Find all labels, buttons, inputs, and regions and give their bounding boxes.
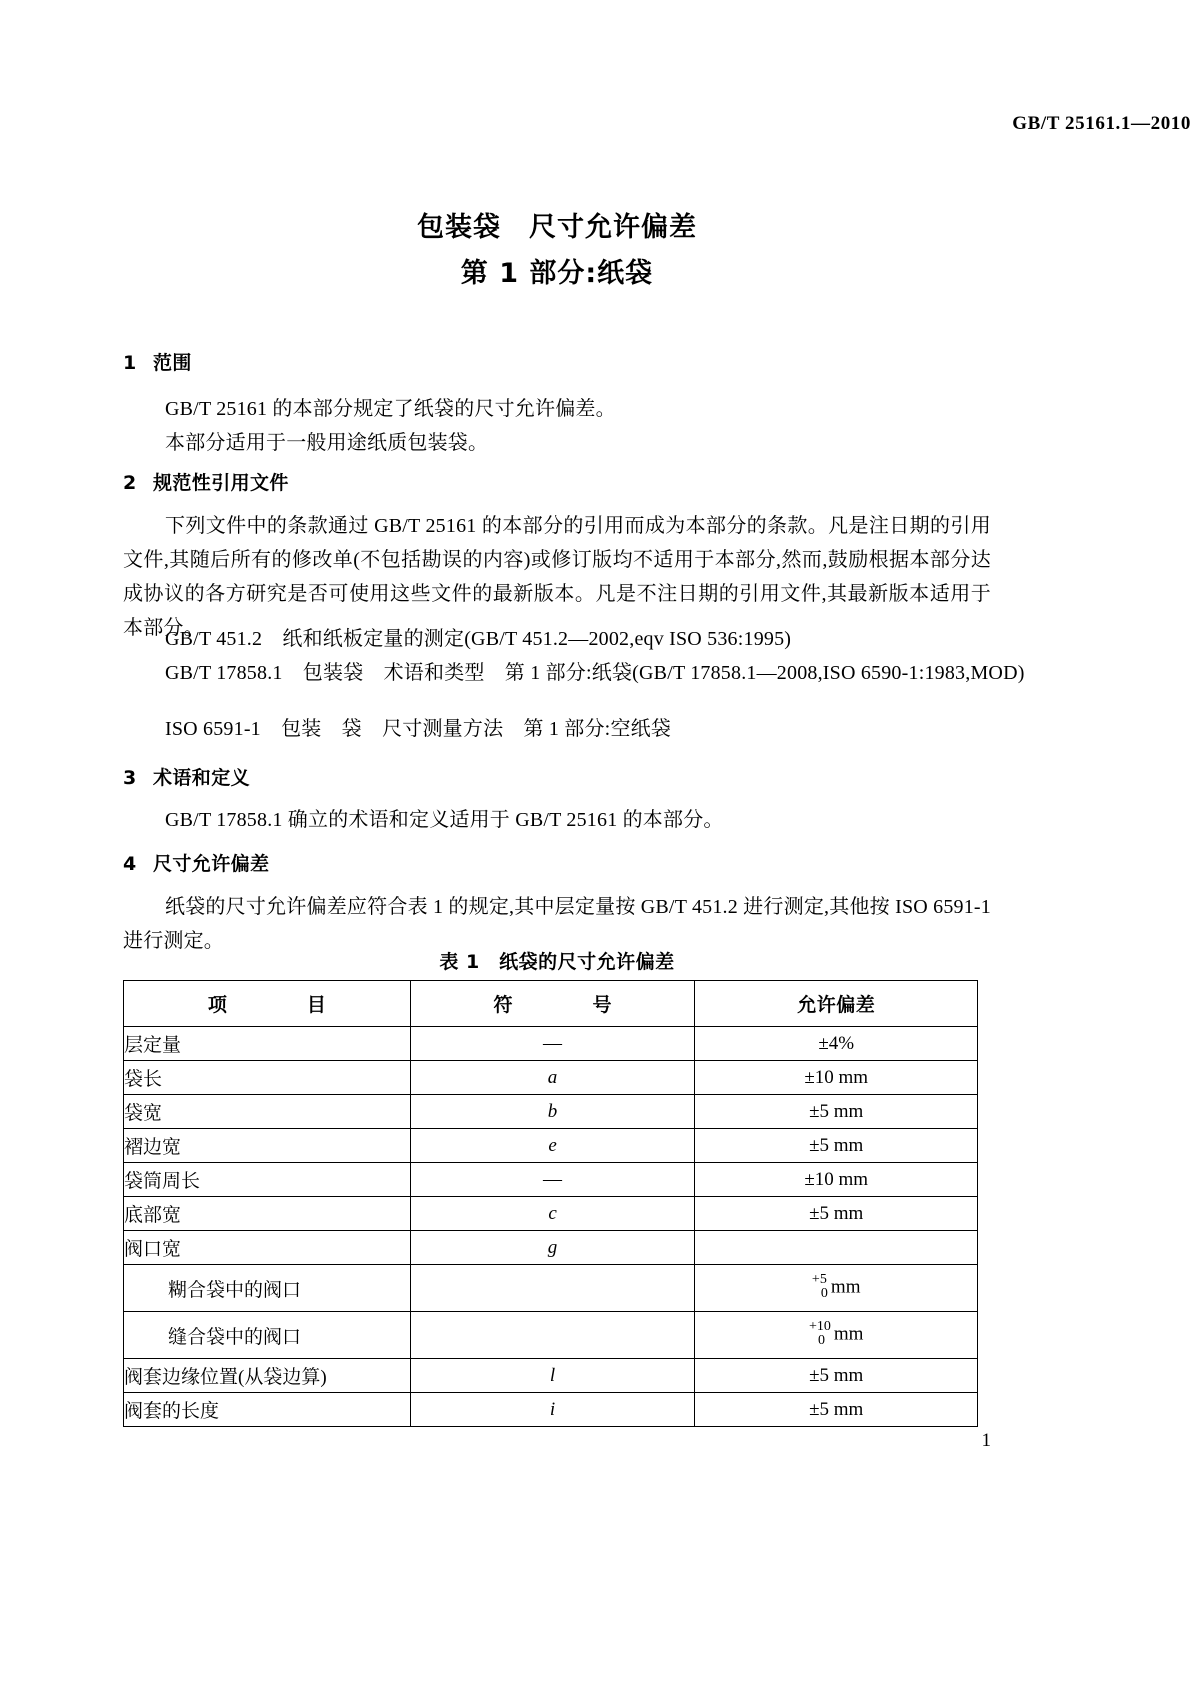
section-number-2: 2 <box>123 472 137 494</box>
row-symbol: — <box>410 1027 695 1061</box>
section-heading-4 <box>123 849 991 876</box>
row-item: 褶边宽 <box>124 1129 411 1163</box>
column-header-item <box>124 981 411 1027</box>
section-title-1: 范围 <box>153 352 192 374</box>
tolerance-upper: +10 <box>808 1319 831 1334</box>
section-number-4: 4 <box>123 853 137 875</box>
row-item: 底部宽 <box>124 1197 411 1231</box>
section-heading-3 <box>123 763 991 790</box>
running-header-standard-number: GB/T 25161.1—2010 <box>1012 113 1191 134</box>
tolerance-upper: +5 <box>811 1272 827 1287</box>
row-tolerance: ±5 mm <box>695 1095 978 1129</box>
row-tolerance: ±10 mm <box>695 1061 978 1095</box>
section-number-1: 1 <box>123 352 137 374</box>
section-heading-1 <box>123 348 991 375</box>
section-title-4: 尺寸允许偏差 <box>153 853 270 875</box>
table-row <box>124 1359 978 1393</box>
section-title-3: 术语和定义 <box>153 767 251 789</box>
row-tolerance <box>695 1312 978 1359</box>
section-3-paragraph-1: GB/T 17858.1 确立的术语和定义适用于 GB/T 25161 的本部分。 <box>165 809 724 831</box>
tolerance-unit: mm <box>830 1276 861 1298</box>
column-header-symbol <box>410 981 695 1027</box>
row-symbol: e <box>410 1129 695 1163</box>
column-header-tolerance <box>695 981 978 1027</box>
row-tolerance-empty <box>695 1231 978 1265</box>
row-symbol: g <box>410 1231 695 1265</box>
section-1-paragraph-2: 本部分适用于一般用途纸质包装袋。 <box>165 432 489 454</box>
row-tolerance: ±5 mm <box>695 1129 978 1163</box>
section-1-paragraph-1: GB/T 25161 的本部分规定了纸袋的尺寸允许偏差。 <box>165 398 616 420</box>
table-row <box>124 1393 978 1427</box>
row-tolerance: ±4% <box>695 1027 978 1061</box>
tolerance-lower: 0 <box>817 1333 825 1348</box>
row-symbol: c <box>410 1197 695 1231</box>
section-2-paragraph-1: 下列文件中的条款通过 GB/T 25161 的本部分的引用而成为本部分的条款。凡是注日期的引用文件,其随后所有的修改单(不包括勘误的内容)或修订版均不适用于本部分,然而,鼓励根据本部分达成协议的各方研究是否可使用这些文件的最新版本。凡是不注日期的引用文件,其最新版本适用于本部分。 <box>123 515 991 639</box>
tolerance-fraction <box>812 1273 828 1301</box>
table-row <box>124 1197 978 1231</box>
title-line-2: 第 1 部分:纸袋 <box>460 258 654 289</box>
row-item: 阀套边缘位置(从袋边算) <box>124 1359 411 1393</box>
table-row <box>124 1163 978 1197</box>
page-title <box>123 205 991 297</box>
row-tolerance <box>695 1265 978 1312</box>
normative-reference-3: ISO 6591-1 包装 袋 尺寸测量方法 第 1 部分:空纸袋 <box>165 718 672 740</box>
table-row <box>124 1027 978 1061</box>
section-number-3: 3 <box>123 767 137 789</box>
row-tolerance: ±5 mm <box>695 1393 978 1427</box>
row-item: 阀口宽 <box>124 1231 411 1265</box>
section-heading-2 <box>123 468 991 495</box>
section-title-2: 规范性引用文件 <box>153 472 289 494</box>
normative-reference-2: GB/T 17858.1 包装袋 术语和类型 第 1 部分:纸袋(GB/T 17858.1—2008,ISO 6590-1:1983,MOD) <box>165 662 1025 684</box>
table-caption: 表 1 纸袋的尺寸允许偏差 <box>439 951 675 973</box>
row-tolerance: ±10 mm <box>695 1163 978 1197</box>
row-item: 袋宽 <box>124 1095 411 1129</box>
table-row-pasted-valve <box>124 1265 978 1312</box>
table-row-sewn-valve <box>124 1312 978 1359</box>
row-item: 糊合袋中的阀口 <box>124 1265 411 1312</box>
column-header-item-label: 项 目 <box>207 995 340 1016</box>
row-item: 缝合袋中的阀口 <box>124 1312 411 1359</box>
table-row <box>124 1095 978 1129</box>
row-symbol <box>410 1265 695 1312</box>
tolerance-fraction <box>809 1320 831 1348</box>
row-symbol: a <box>410 1061 695 1095</box>
row-item: 阀套的长度 <box>124 1393 411 1427</box>
row-item: 袋长 <box>124 1061 411 1095</box>
row-symbol: i <box>410 1393 695 1427</box>
title-line-1: 包装袋 尺寸允许偏差 <box>417 212 697 243</box>
row-item: 袋筒周长 <box>124 1163 411 1197</box>
row-tolerance: ±5 mm <box>695 1359 978 1393</box>
column-header-symbol-label: 符 号 <box>493 995 626 1016</box>
row-symbol: b <box>410 1095 695 1129</box>
table-row <box>124 1129 978 1163</box>
row-tolerance: ±5 mm <box>695 1197 978 1231</box>
row-symbol: l <box>410 1359 695 1393</box>
row-item: 层定量 <box>124 1027 411 1061</box>
row-symbol <box>410 1312 695 1359</box>
tolerance-lower: 0 <box>820 1286 828 1301</box>
row-symbol: — <box>410 1163 695 1197</box>
table-row-group-valve-width <box>124 1231 978 1265</box>
column-header-tolerance-label: 允许偏差 <box>797 995 876 1016</box>
tolerance-unit: mm <box>833 1323 864 1345</box>
normative-reference-1: GB/T 451.2 纸和纸板定量的测定(GB/T 451.2—2002,eqv ISO 536:1995) <box>165 628 792 650</box>
page-number: 1 <box>981 1430 991 1451</box>
table-header-row <box>124 981 978 1027</box>
section-4-paragraph-1: 纸袋的尺寸允许偏差应符合表 1 的规定,其中层定量按 GB/T 451.2 进行测定,其他按 ISO 6591-1 进行测定。 <box>123 896 991 952</box>
tolerance-table <box>123 980 978 1427</box>
table-row <box>124 1061 978 1095</box>
